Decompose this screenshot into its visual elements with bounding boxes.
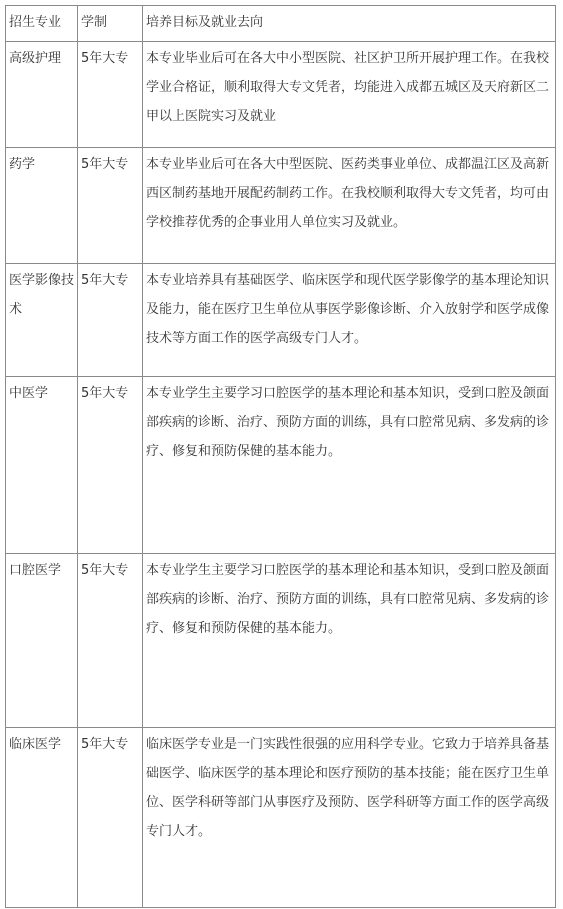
duration-cell: 5年大专 [78,728,143,908]
major-cell: 医学影像技术 [6,264,78,377]
majors-table [5,5,556,908]
header-goal: 培养目标及就业去向 [143,6,556,42]
major-cell: 临床医学 [6,728,78,908]
duration-cell: 5年大专 [78,377,143,554]
duration-cell: 5年大专 [78,264,143,377]
goal-cell: 本专业学生主要学习口腔医学的基本理论和基本知识，受到口腔及颌面部疾病的诊断、治疗、预防方面的训练，具有口腔常见病、多发病的诊疗、修复和预防保健的基本能力。 [143,377,556,554]
table-row [6,264,556,377]
duration-cell: 5年大专 [78,554,143,728]
goal-cell: 临床医学专业是一门实践性很强的应用科学专业。它致力于培养具备基础医学、临床医学的基本理论和医疗预防的基本技能；能在医疗卫生单位、医学科研等部门从事医疗及预防、医学科研等方面工作的医学高级专门人才。 [143,728,556,908]
goal-cell: 本专业毕业后可在各大中小型医院、社区护卫所开展护理工作。在我校学业合格证，顺利取得大专文凭者，均能进入成都五城区及天府新区二甲以上医院实习及就业 [143,42,556,148]
duration-cell: 5年大专 [78,42,143,148]
table-row [6,42,556,148]
table-row [6,148,556,264]
major-cell: 口腔医学 [6,554,78,728]
majors-table-container [5,5,556,908]
major-cell: 药学 [6,148,78,264]
table-row [6,554,556,728]
table-row [6,728,556,908]
major-cell: 高级护理 [6,42,78,148]
goal-cell: 本专业毕业后可在各大中型医院、医药类事业单位、成都温江区及高新西区制药基地开展配药制药工作。在我校顺利取得大专文凭者，均可由学校推荐优秀的企事业用人单位实习及就业。 [143,148,556,264]
goal-cell: 本专业学生主要学习口腔医学的基本理论和基本知识，受到口腔及颌面部疾病的诊断、治疗、预防方面的训练，具有口腔常见病、多发病的诊疗、修复和预防保健的基本能力。 [143,554,556,728]
header-duration: 学制 [78,6,143,42]
goal-cell: 本专业培养具有基础医学、临床医学和现代医学影像学的基本理论知识及能力，能在医疗卫生单位从事医学影像诊断、介入放射学和医学成像技术等方面工作的医学高级专门人才。 [143,264,556,377]
duration-cell: 5年大专 [78,148,143,264]
table-header-row [6,6,556,42]
header-major: 招生专业 [6,6,78,42]
table-row [6,377,556,554]
major-cell: 中医学 [6,377,78,554]
